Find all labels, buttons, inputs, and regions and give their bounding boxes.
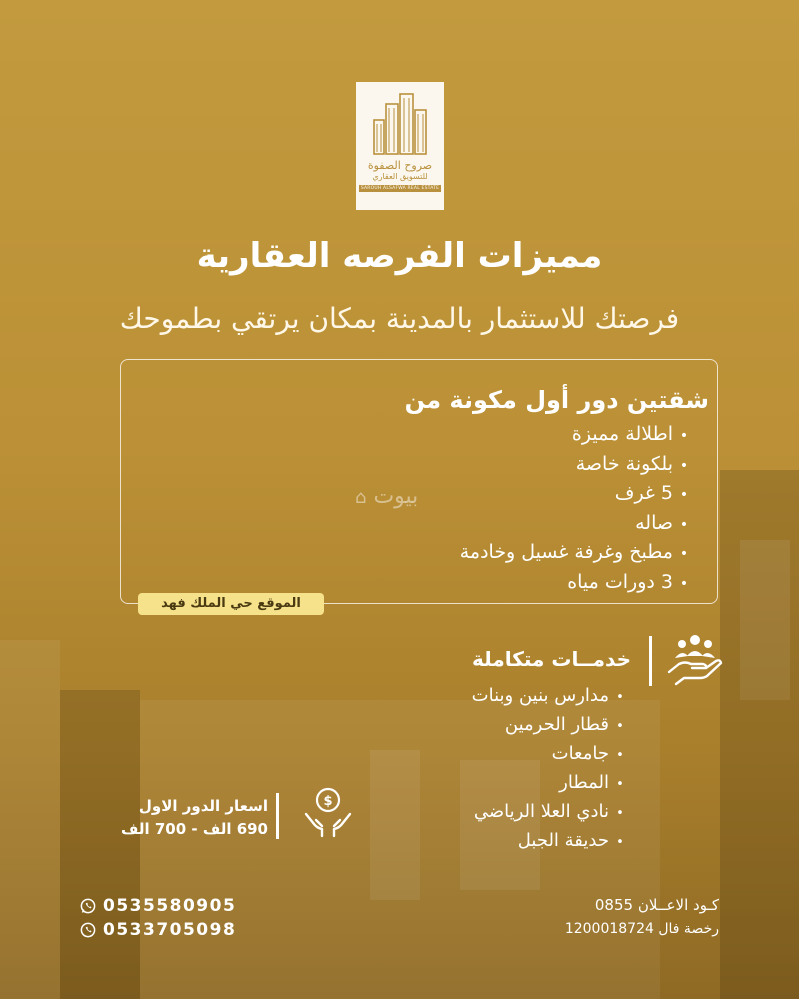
- ad-code: كـود الاعــلان 0855: [594, 896, 719, 914]
- services-heading: خدمــات متكاملة: [472, 647, 631, 671]
- bg-building-left: [0, 640, 60, 999]
- services-divider: [649, 636, 652, 686]
- list-item: • نادي العلا الرياضي: [472, 797, 631, 826]
- price-value: 690 الف - 700 الف: [120, 820, 268, 838]
- bg-window-1: [370, 750, 420, 900]
- logo-name-en: SAROUH ALSAFWA REAL ESTATE: [360, 186, 440, 191]
- license-number: رخصة فال 1200018724: [564, 921, 719, 937]
- phone-number-1[interactable]: [80, 896, 236, 916]
- bg-window-3: [740, 540, 790, 700]
- money-hands-icon: [302, 784, 354, 840]
- company-logo: [356, 82, 444, 210]
- watermark-text: بيوت: [373, 484, 419, 509]
- list-item: • 5 غرف: [460, 479, 695, 509]
- svg-text:$: $: [323, 794, 333, 809]
- page-title: مميزات الفرصه العقارية: [196, 236, 603, 276]
- services-list: [472, 681, 631, 855]
- watermark-house-icon: ⌂: [355, 487, 367, 508]
- phone-icon: [80, 922, 96, 938]
- list-item: • اطلالة مميزة: [460, 420, 695, 450]
- phone-number-1-text: 0535580905: [103, 896, 237, 916]
- whatsapp-icon: [80, 898, 96, 914]
- list-item: • مدارس بنين وبنات: [472, 681, 631, 710]
- watermark: [355, 484, 418, 509]
- features-list: [460, 420, 695, 597]
- list-item: • قطار الحرمين: [472, 710, 631, 739]
- list-item: • بلكونة خاصة: [460, 450, 695, 480]
- list-item: • جامعات: [472, 739, 631, 768]
- list-item: • مطبخ وغرفة غسيل وخادمة: [460, 538, 695, 568]
- people-hand-icon: [666, 630, 724, 688]
- logo-name-ar: صروح الصفوة: [367, 159, 433, 172]
- logo-tagline-ar: للتسويق العقاري: [372, 172, 428, 181]
- list-item: • حديقة الجبل: [472, 826, 631, 855]
- list-item: • المطار: [472, 768, 631, 797]
- tower-logo-icon: [370, 90, 430, 156]
- phone-number-2-text: 0533705098: [103, 920, 237, 940]
- phone-number-2[interactable]: [80, 920, 236, 940]
- list-item: • صاله: [460, 509, 695, 539]
- list-item: • 3 دورات مياه: [460, 568, 695, 598]
- page-subtitle: فرصتك للاستثمار بالمدينة بمكان يرتقي بطموحك: [119, 302, 680, 335]
- price-label: اسعار الدور الاول: [138, 797, 268, 815]
- location-badge: الموقع حي الملك فهد: [138, 593, 324, 615]
- price-divider: [276, 793, 279, 839]
- bg-building-dark-left: [60, 690, 140, 999]
- features-heading: شقتين دور أول مكونة من: [404, 386, 709, 414]
